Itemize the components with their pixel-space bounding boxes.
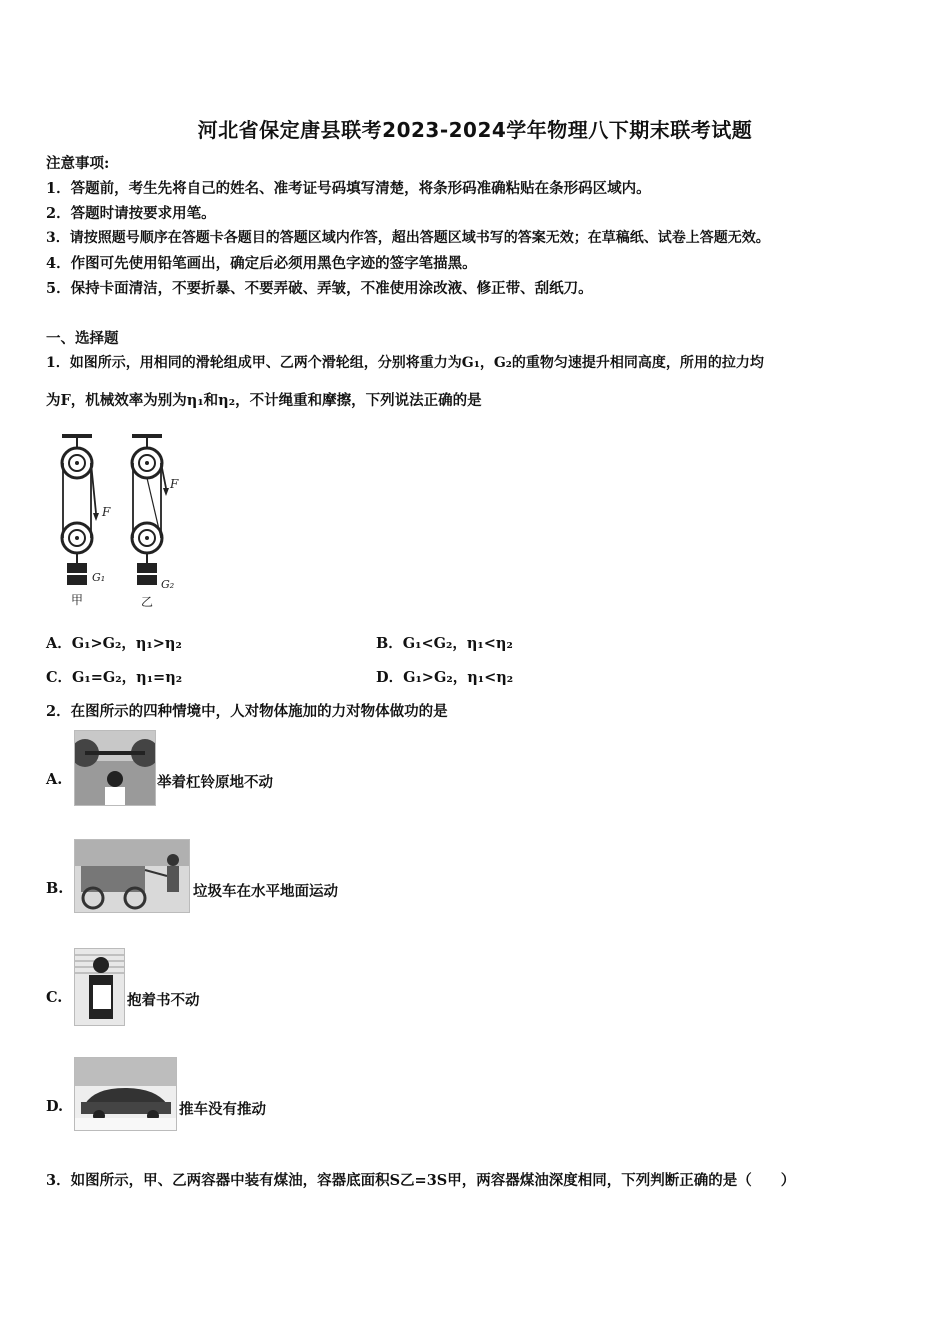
holding-books-photo xyxy=(74,948,125,1026)
question-3-stem: 3．如图所示，甲、乙两容器中装有煤油，容器底面积S乙=3S甲，两容器煤油深度相同，下列判断正确的是（ ） xyxy=(46,1172,796,1189)
question-1-line-1: 1．如图所示，用相同的滑轮组成甲、乙两个滑轮组，分别将重力为G₁，G₂的重物匀速提升相同高度，所用的拉力均 xyxy=(46,355,764,371)
q1-option-b: B．G₁<G₂，η₁<η₂ xyxy=(376,635,513,652)
pulley-figure xyxy=(52,428,202,613)
question-2-stem: 2．在图所示的四种情境中，人对物体施加的力对物体做功的是 xyxy=(46,703,448,720)
q1-option-c: C．G₁=G₂，η₁=η₂ xyxy=(46,669,183,686)
notice-item: 1．答题前，考生先将自己的姓名、准考证号码填写清楚，将条形码准确粘贴在条形码区域内。 xyxy=(46,180,651,197)
q2-option-b-text: 垃圾车在水平地面运动 xyxy=(193,883,338,900)
q2-option-c-text: 抱着书不动 xyxy=(127,992,200,1009)
page-title: 河北省保定唐县联考2023-2024学年物理八下期末联考试题 xyxy=(197,118,753,142)
question-1-line-2: 为F，机械效率为别为η₁和η₂，不计绳重和摩擦，下列说法正确的是 xyxy=(46,392,482,409)
q1-option-a: A．G₁>G₂，η₁>η₂ xyxy=(46,635,182,652)
push-car-photo xyxy=(74,1057,177,1131)
notice-item: 3．请按照题号顺序在答题卡各题目的答题区域内作答，超出答题区域书写的答案无效；在草稿纸、试卷上答题无效。 xyxy=(46,230,770,246)
barbell-photo xyxy=(74,730,156,806)
notice-item: 4．作图可先使用铅笔画出，确定后必须用黑色字迹的签字笔描黑。 xyxy=(46,255,477,272)
q2-option-b-letter: B. xyxy=(46,880,64,897)
notice-item: 5．保持卡面清洁，不要折暴、不要弄破、弄皱，不准使用涂改液、修正带、刮纸刀。 xyxy=(46,280,593,297)
force-label-1: F xyxy=(102,505,111,519)
label-yi: 乙 xyxy=(141,595,154,609)
weight-label-g2: G₂ xyxy=(161,578,175,591)
q2-option-d-text: 推车没有推动 xyxy=(179,1101,266,1118)
label-jia: 甲 xyxy=(71,593,84,607)
q2-option-a-letter: A. xyxy=(46,771,63,788)
notice-heading: 注意事项: xyxy=(46,155,110,172)
garbage-cart-photo xyxy=(74,839,190,913)
q1-option-d: D．G₁>G₂，η₁<η₂ xyxy=(376,669,514,686)
q2-option-c-letter: C. xyxy=(46,989,63,1006)
q2-option-d-letter: D. xyxy=(46,1098,64,1115)
q2-option-a-text: 举着杠铃原地不动 xyxy=(157,774,273,791)
force-label-2: F xyxy=(170,477,179,491)
notice-item: 2．答题时请按要求用笔。 xyxy=(46,205,216,222)
weight-label-g1: G₁ xyxy=(92,571,106,584)
section-heading: 一、选择题 xyxy=(46,330,119,347)
